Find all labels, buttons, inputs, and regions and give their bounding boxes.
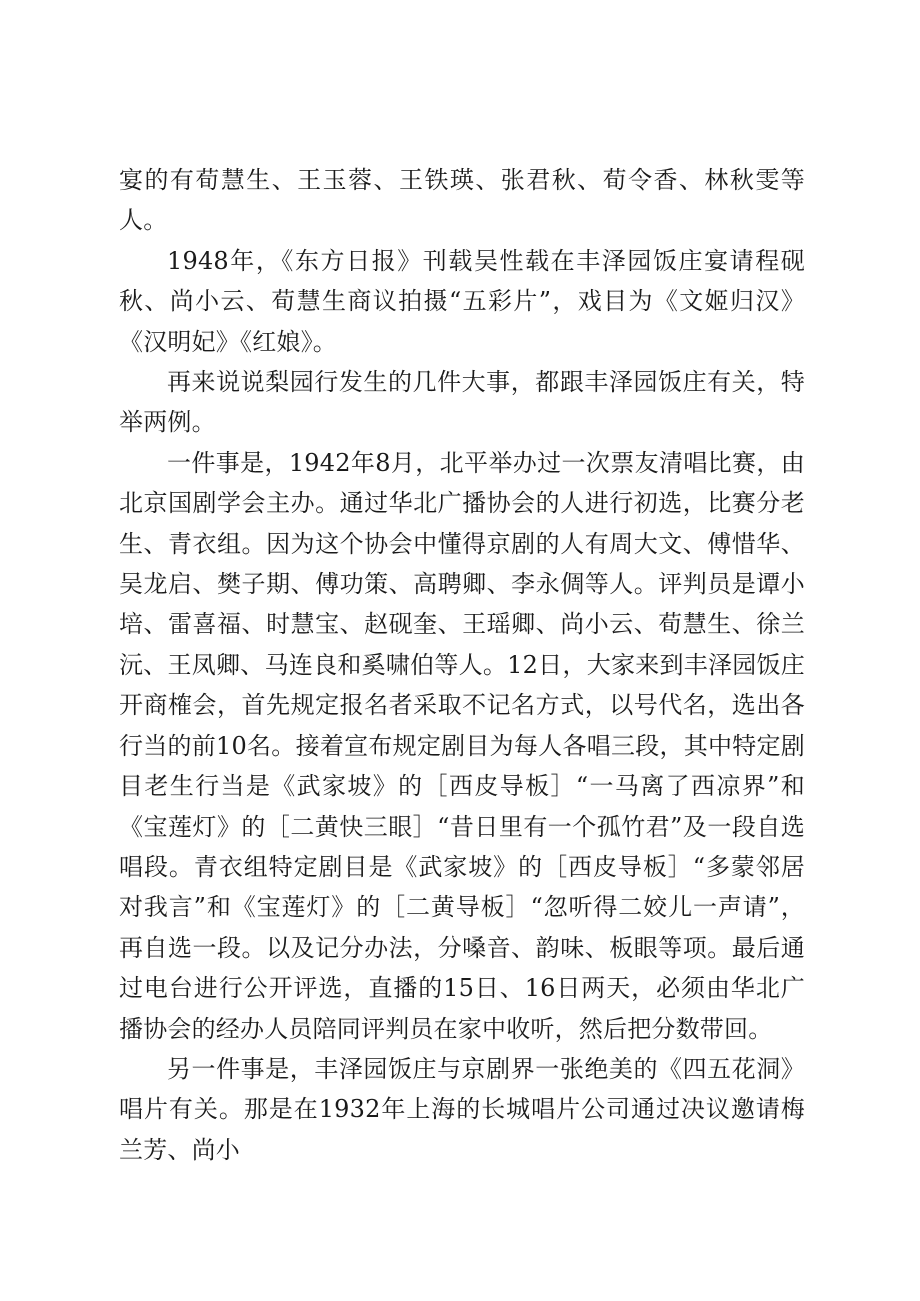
paragraph-1948: 1948年，《东方日报》刊载吴性载在丰泽园饭庄宴请程砚秋、尚小云、荀慧生商议拍摄“五彩片”，戏目为《文姬归汉》《汉明妃》《红娘》。 — [119, 246, 805, 356]
document-body — [119, 160, 805, 1170]
paragraph-continuation: 宴的有荀慧生、王玉蓉、王铁瑛、张君秋、荀令香、林秋雯等人。 — [119, 166, 805, 235]
paragraph-first-event: 一件事是，1942年8月，北平举办过一次票友清唱比赛，由北京国剧学会主办。通过华北广播协会的人进行初选，比赛分老生、青衣组。因为这个协会中懂得京剧的人有周大文、傅惜华、吴龙启、樊子期、傅功策、高聘卿、李永倜等人。评判员是谭小培、雷喜福、时慧宝、赵砚奎、王瑶卿、尚小云、荀慧生、徐兰沅、王凤卿、马连良和奚啸伯等人。12日，大家来到丰泽园饭庄开商榷会，首先规定报名者采取不记名方式，以号代名，选出各行当的前10名。接着宣布规定剧目为每人各唱三段，其中特定剧目老生行当是《武家坡》的［西皮导板］“一马离了西凉界”和《宝莲灯》的［二黄快三眼］“昔日里有一个孤竹君”及一段自选唱段。青衣组特定剧目是《武家坡》的［西皮导板］“多蒙邻居对我言”和《宝莲灯》的［二黄导板］“忽听得二姣儿一声请”，再自选一段。以及记分办法，分嗓音、韵味、板眼等项。最后通过电台进行公开评选，直播的15日、16日两天，必须由华北广播协会的经办人员陪同评判员在家中收听，然后把分数带回。 — [119, 448, 805, 1043]
paragraph-events-intro: 再来说说梨园行发生的几件大事，都跟丰泽园饭庄有关，特举两例。 — [119, 368, 805, 437]
paragraph-second-event: 另一件事是，丰泽园饭庄与京剧界一张绝美的《四五花洞》唱片有关。那是在1932年上海的长城唱片公司通过决议邀请梅兰芳、尚小 — [119, 1054, 805, 1164]
